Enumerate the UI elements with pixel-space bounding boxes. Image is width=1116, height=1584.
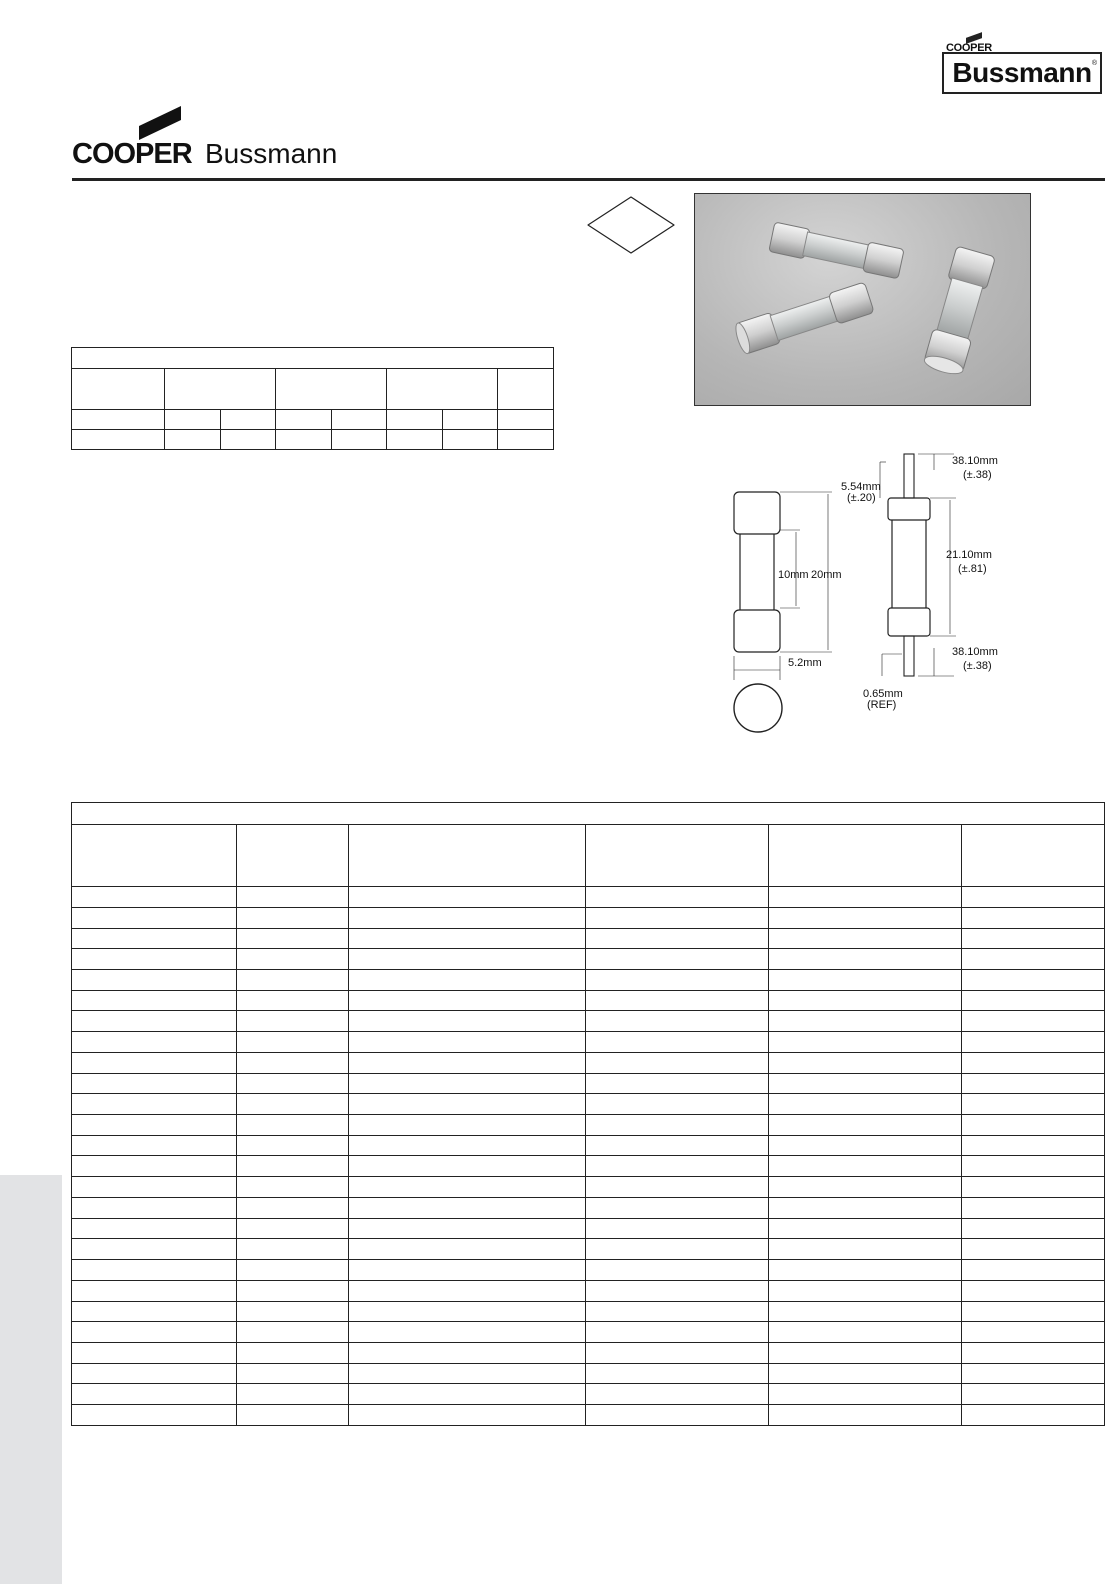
table-cell [72,1342,237,1363]
table-cell [769,907,962,928]
table-cell [586,1156,769,1177]
table-cell [72,1073,237,1094]
table-row [72,1073,1105,1094]
table-cell [586,1301,769,1322]
table-row [72,990,1105,1011]
table-row [72,1156,1105,1177]
table-cell [769,1342,962,1363]
table-cell [72,1177,237,1198]
table-row [72,1094,1105,1115]
dim-axial-body-tol: (±.81) [958,563,987,575]
table-cell [349,1177,586,1198]
table-cell [769,949,962,970]
table-cell [72,1115,237,1136]
specs-header-cell [387,369,498,409]
table-cell [237,970,349,991]
table-cell [237,1239,349,1260]
table-cell [237,1197,349,1218]
dim-lead-dia-label: 0.65mm [863,688,903,700]
table-cell [349,907,586,928]
table-cell [769,1405,962,1426]
table-cell [586,1115,769,1136]
table-cell [769,1032,962,1053]
table-cell [72,1301,237,1322]
dim-diameter-label: 5.2mm [788,657,822,669]
table-cell [962,1363,1105,1384]
table-cell [237,990,349,1011]
specs-table-title-row [72,348,554,369]
table-cell [237,1115,349,1136]
table-cell [237,1342,349,1363]
table-cell [769,1177,962,1198]
table-row [72,1218,1105,1239]
table-cell [349,1218,586,1239]
table-cell [769,1301,962,1322]
table-cell [237,1405,349,1426]
table-cell [962,1405,1105,1426]
table-cell [769,1094,962,1115]
table-cell [586,949,769,970]
dim-lead-bottom-tol: (±.38) [963,660,992,672]
table-cell [586,1280,769,1301]
specs-cell [220,409,276,429]
table-cell [72,1197,237,1218]
table-row [72,1260,1105,1281]
table-cell [349,928,586,949]
table-cell [962,1322,1105,1343]
specs-cell [276,409,332,429]
table-cell [962,928,1105,949]
table-cell [237,1177,349,1198]
table-cell [237,1260,349,1281]
table-cell [237,1156,349,1177]
dim-lead-bottom-label: 38.10mm [952,646,998,658]
cooper-logo-mark [137,106,183,140]
table-cell [237,1073,349,1094]
table-row [72,1239,1105,1260]
table-cell [72,970,237,991]
side-section-tab [0,1175,62,1584]
specs-header-cell [498,369,554,409]
table-cell [72,887,237,908]
table-cell [72,1032,237,1053]
table-cell [962,990,1105,1011]
table-cell [237,928,349,949]
table-cell [962,1135,1105,1156]
table-cell [769,1322,962,1343]
table-row [72,1342,1105,1363]
specs-cell [72,429,165,449]
table-cell [349,990,586,1011]
table-cell [962,1032,1105,1053]
table-cell [962,1094,1105,1115]
table-cell [237,1135,349,1156]
dim-lead-top-tol: (±.38) [963,469,992,481]
table-cell [586,1260,769,1281]
table-cell [769,1280,962,1301]
table-row [72,1280,1105,1301]
product-table [71,802,1105,1426]
table-cell [962,1156,1105,1177]
table-cell [72,907,237,928]
table-cell [72,1011,237,1032]
table-cell [962,1011,1105,1032]
table-cell [586,928,769,949]
table-cell [349,1260,586,1281]
table-cell [962,1384,1105,1405]
product-photo [694,193,1031,406]
table-cell [769,887,962,908]
product-header-cell [769,825,962,887]
table-row [72,1384,1105,1405]
table-cell [962,1280,1105,1301]
table-cell [769,1115,962,1136]
table-cell [586,990,769,1011]
table-cell [237,887,349,908]
table-cell [962,1197,1105,1218]
specs-cell [276,429,332,449]
specs-header-cell [165,369,276,409]
table-cell [962,1301,1105,1322]
table-cell [586,1177,769,1198]
table-cell [769,1239,962,1260]
table-cell [962,1239,1105,1260]
table-cell [237,1032,349,1053]
table-cell [349,1197,586,1218]
table-cell [349,1280,586,1301]
table-row [72,1115,1105,1136]
table-cell [962,970,1105,991]
table-cell [769,970,962,991]
table-cell [962,1177,1105,1198]
specs-header-cell [72,369,165,409]
table-cell [769,1156,962,1177]
table-row [72,949,1105,970]
table-cell [72,949,237,970]
table-cell [237,907,349,928]
product-table-title-row [72,803,1105,825]
dim-axial-body-label: 21.10mm [946,549,992,561]
table-cell [237,1280,349,1301]
table-cell [237,1218,349,1239]
fuse-dimension-drawing [720,480,860,740]
dim-length-label: 20mm [811,569,842,581]
table-cell [962,1218,1105,1239]
header-rule [72,178,1105,181]
specs-cell [387,429,443,449]
product-header-cell [962,825,1105,887]
table-cell [962,1115,1105,1136]
table-row [72,1301,1105,1322]
table-cell [349,1135,586,1156]
table-cell [349,1322,586,1343]
table-cell [72,1218,237,1239]
table-cell [237,1322,349,1343]
table-cell [962,1260,1105,1281]
table-cell [769,1218,962,1239]
product-header-cell [237,825,349,887]
table-row [72,1363,1105,1384]
table-cell [72,990,237,1011]
table-cell [586,1032,769,1053]
table-cell [349,1011,586,1032]
table-cell [586,1073,769,1094]
product-header-cell [586,825,769,887]
table-cell [586,907,769,928]
table-cell [586,1094,769,1115]
table-cell [586,1135,769,1156]
table-cell [349,1342,586,1363]
table-cell [586,1322,769,1343]
logo-bussmann: Bussmann [205,138,338,169]
specs-header-cell [276,369,387,409]
dim-lead-dia-ref: (REF) [867,699,897,711]
table-cell [586,1239,769,1260]
table-cell [72,928,237,949]
table-cell [237,1094,349,1115]
specs-table [71,347,554,450]
table-cell [769,1073,962,1094]
table-cell [769,990,962,1011]
table-cell [586,1384,769,1405]
table-row [72,1032,1105,1053]
table-cell [769,1384,962,1405]
specs-cell [165,429,221,449]
certification-diamond-icon [585,194,677,256]
table-row [72,928,1105,949]
table-row [72,887,1105,908]
table-cell [72,1322,237,1343]
product-header-cell [72,825,237,887]
table-cell [586,1011,769,1032]
table-cell [349,970,586,991]
table-cell [72,1156,237,1177]
table-cell [237,1301,349,1322]
table-cell [349,949,586,970]
badge-registered-mark: ® [1091,60,1097,67]
table-cell [962,1073,1105,1094]
table-cell [962,949,1105,970]
table-cell [349,1052,586,1073]
table-cell [349,887,586,908]
dim-body-label: 10mm [778,569,809,581]
table-cell [349,1156,586,1177]
table-cell [349,1384,586,1405]
table-cell [349,1363,586,1384]
table-cell [586,970,769,991]
specs-cell [331,409,387,429]
product-header-cell [349,825,586,887]
table-cell [586,1052,769,1073]
specs-cell [72,409,165,429]
table-row [72,1135,1105,1156]
table-row [72,1052,1105,1073]
table-cell [769,928,962,949]
table-cell [769,1260,962,1281]
table-cell [769,1052,962,1073]
specs-cell [442,429,498,449]
table-row [72,1177,1105,1198]
table-cell [237,1384,349,1405]
table-cell [586,887,769,908]
table-cell [586,1405,769,1426]
table-row [72,1322,1105,1343]
table-cell [769,1363,962,1384]
table-cell [586,1363,769,1384]
specs-cell [220,429,276,449]
table-row [72,970,1105,991]
table-cell [769,1011,962,1032]
table-cell [349,1405,586,1426]
specs-cell [442,409,498,429]
logo-cooper: COOPER [72,138,192,170]
table-cell [586,1218,769,1239]
table-cell [237,1011,349,1032]
table-cell [72,1363,237,1384]
badge-name: Bussmann [952,57,1092,88]
table-cell [72,1280,237,1301]
table-cell [72,1135,237,1156]
table-cell [586,1342,769,1363]
badge-cooper-text: COOPER [946,42,992,54]
table-cell [586,1197,769,1218]
table-cell [72,1239,237,1260]
table-cell [237,949,349,970]
specs-cell [498,429,554,449]
table-cell [72,1094,237,1115]
table-cell [962,1342,1105,1363]
table-cell [962,907,1105,928]
specs-cell [165,409,221,429]
table-cell [72,1384,237,1405]
table-cell [962,887,1105,908]
table-cell [962,1052,1105,1073]
bussmann-badge-logo [942,52,1102,94]
specs-cell [387,409,443,429]
table-cell [349,1094,586,1115]
dim-cap-tol: (±.20) [847,492,876,504]
table-cell [72,1405,237,1426]
table-row [72,907,1105,928]
table-cell [237,1363,349,1384]
table-row [72,1405,1105,1426]
dim-cap-label: 5.54mm [841,481,881,493]
table-cell [72,1260,237,1281]
table-cell [349,1073,586,1094]
table-row [72,1011,1105,1032]
fuses-illustration [695,194,1031,406]
dim-lead-top-label: 38.10mm [952,455,998,467]
table-cell [349,1239,586,1260]
table-row [72,1197,1105,1218]
table-cell [349,1115,586,1136]
specs-cell [331,429,387,449]
table-cell [72,1052,237,1073]
table-cell [237,1052,349,1073]
table-cell [349,1032,586,1053]
table-cell [769,1197,962,1218]
specs-cell [498,409,554,429]
table-cell [769,1135,962,1156]
table-cell [349,1301,586,1322]
